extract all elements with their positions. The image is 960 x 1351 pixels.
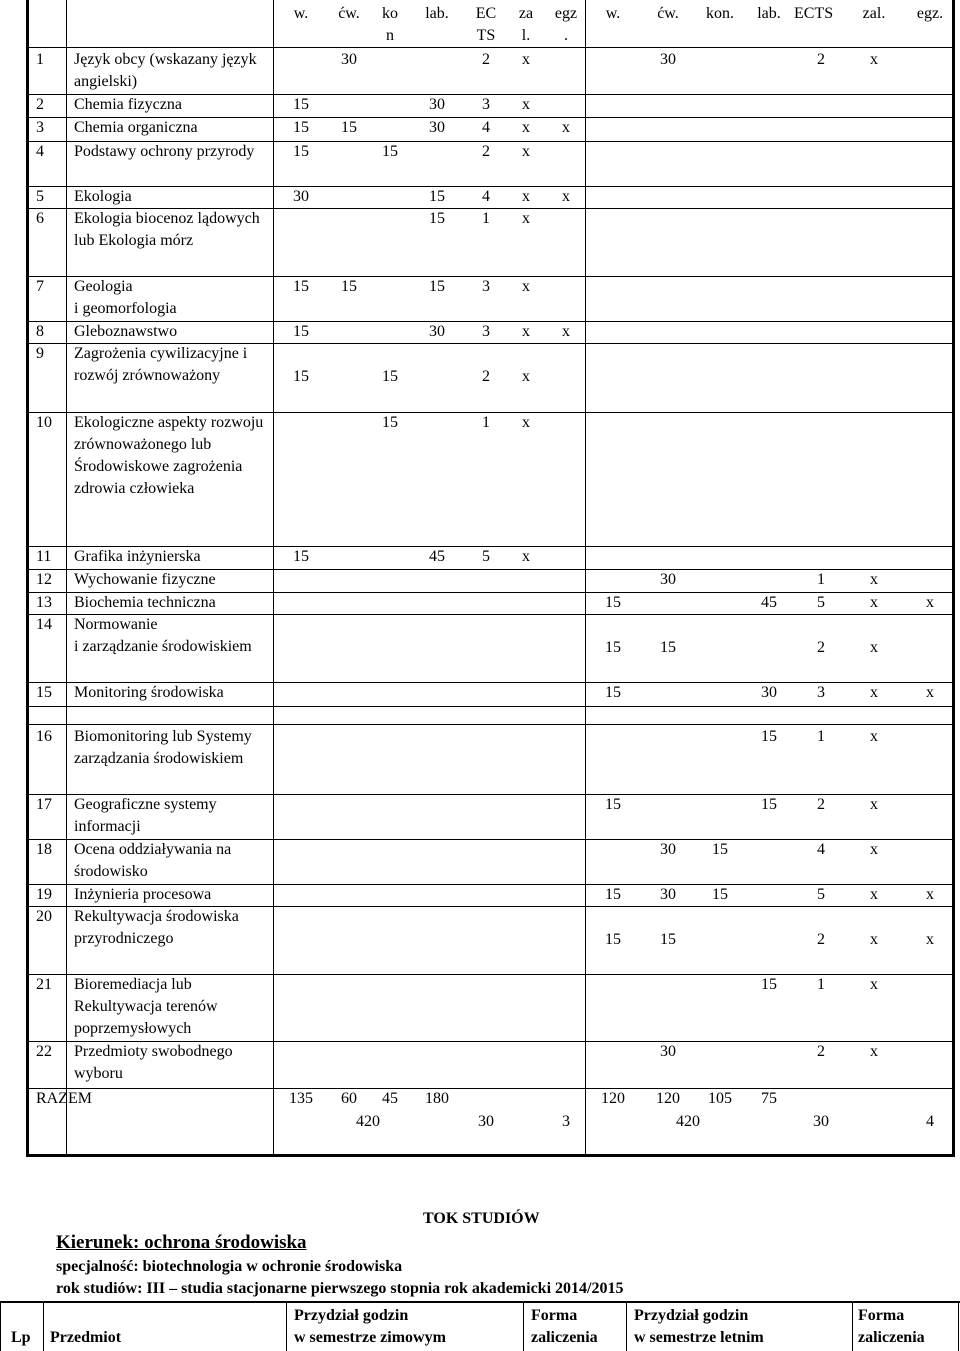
header-winter-cell: ko n xyxy=(382,5,398,44)
summer-value: 15 xyxy=(660,931,676,948)
row-line xyxy=(26,706,955,707)
summer-value: x xyxy=(926,931,934,948)
winter-value: 15 xyxy=(382,368,398,385)
subject-name: Język obcy (wskazany język angielski) xyxy=(74,51,257,90)
subject-name: Inżynieria procesowa xyxy=(74,886,212,903)
summer-value: 15 xyxy=(605,639,621,656)
row-number: 19 xyxy=(36,886,52,903)
row-number: 17 xyxy=(36,796,52,813)
row-line xyxy=(26,724,955,725)
summer-value: x xyxy=(870,684,878,701)
subject-name: Ekologia biocenoz lądowych lub Ekologia mórz xyxy=(74,210,260,249)
subject-name: Normowanie i zarządzanie środowiskiem xyxy=(74,616,252,655)
specialization: specjalność: biotechnologia w ochronie środowiska xyxy=(56,1258,403,1275)
col-winter-l2: w semestrze zimowym xyxy=(294,1329,446,1346)
summer-value: x xyxy=(870,976,878,993)
header-winter-cell: egz . xyxy=(554,5,578,44)
row-number: 2 xyxy=(36,96,44,113)
next-header-divider xyxy=(286,1301,287,1351)
summer-value: 30 xyxy=(660,886,676,903)
header-summer-cell: kon. xyxy=(706,5,734,22)
summer-value: 15 xyxy=(605,886,621,903)
col-summer-l2: w semestrze letnim xyxy=(634,1329,764,1346)
row-number: 6 xyxy=(36,210,44,227)
summer-value: 15 xyxy=(605,796,621,813)
razem-summer-lecture: 120 xyxy=(601,1090,625,1107)
col-form2-l2: zaliczenia xyxy=(858,1329,925,1346)
row-number: 15 xyxy=(36,684,52,701)
subject-name: Biochemia techniczna xyxy=(74,594,216,611)
next-header-top-line xyxy=(0,1301,960,1303)
header-line xyxy=(26,47,955,48)
row-number: 7 xyxy=(36,278,44,295)
winter-value: 15 xyxy=(293,323,309,340)
summer-value: 15 xyxy=(605,931,621,948)
subject-name: Geologia i geomorfologia xyxy=(74,278,177,317)
winter-value: 1 xyxy=(482,210,490,227)
subject-name: Podstawy ochrony przyrody xyxy=(74,143,255,160)
summer-value: 1 xyxy=(817,571,825,588)
table-frame-bottom xyxy=(26,1154,955,1157)
winter-value: x xyxy=(522,96,530,113)
summer-value: 15 xyxy=(660,639,676,656)
winter-value: 5 xyxy=(482,548,490,565)
row-number: 20 xyxy=(36,908,52,925)
subject-name: Chemia organiczna xyxy=(74,119,198,136)
winter-value: 15 xyxy=(293,96,309,113)
summer-value: 15 xyxy=(761,796,777,813)
razem-label: RAZEM xyxy=(36,1090,92,1107)
summer-value: x xyxy=(870,594,878,611)
razem-winter-conv: 45 xyxy=(382,1090,398,1107)
summer-value: x xyxy=(870,639,878,656)
header-summer-cell: lab. xyxy=(757,5,781,22)
summer-value: 45 xyxy=(761,594,777,611)
winter-value: x xyxy=(522,188,530,205)
winter-value: 30 xyxy=(341,51,357,68)
winter-value: 15 xyxy=(293,548,309,565)
winter-value: x xyxy=(522,51,530,68)
summer-value: 2 xyxy=(817,796,825,813)
subject-name: Grafika inżynierska xyxy=(74,548,201,565)
summer-value: 1 xyxy=(817,976,825,993)
winter-value: 15 xyxy=(341,278,357,295)
header-summer-cell: w. xyxy=(605,5,621,22)
winter-value: x xyxy=(562,119,570,136)
subject-name: Ocena oddziaływania na środowisko xyxy=(74,841,232,880)
subject-name: Przedmioty swobodnego wyboru xyxy=(74,1043,233,1082)
razem-winter-lecture: 135 xyxy=(289,1090,313,1107)
field-of-study: Kierunek: ochrona środowiska xyxy=(56,1232,307,1253)
subject-name: Bioremediacja lub Rekultywacja terenów poprzemysłowych xyxy=(74,976,218,1037)
winter-value: 45 xyxy=(429,548,445,565)
summer-value: 1 xyxy=(817,728,825,745)
subject-name: Geograficzne systemy informacji xyxy=(74,796,217,835)
razem-winter-exams: 3 xyxy=(562,1113,570,1130)
winter-value: 2 xyxy=(482,143,490,160)
winter-value: 15 xyxy=(341,119,357,136)
winter-value: 15 xyxy=(382,414,398,431)
row-number: 10 xyxy=(36,414,52,431)
winter-value: 2 xyxy=(482,51,490,68)
row-number: 1 xyxy=(36,51,44,68)
summer-value: x xyxy=(926,594,934,611)
summer-value: x xyxy=(870,51,878,68)
column-line xyxy=(952,0,953,1154)
row-number: 5 xyxy=(36,188,44,205)
summer-value: 15 xyxy=(761,976,777,993)
row-number: 3 xyxy=(36,119,44,136)
row-number: 9 xyxy=(36,345,44,362)
subject-name: Ekologia xyxy=(74,188,132,205)
winter-value: x xyxy=(562,323,570,340)
winter-value: 1 xyxy=(482,414,490,431)
header-summer-cell: ECTS xyxy=(794,5,834,22)
summer-value: 15 xyxy=(761,728,777,745)
summer-value: x xyxy=(926,684,934,701)
subject-name: Zagrożenia cywilizacyjne i rozwój zrównoważony xyxy=(74,345,248,384)
row-line xyxy=(26,1088,955,1089)
winter-value: 15 xyxy=(293,143,309,160)
summer-value: 15 xyxy=(712,886,728,903)
summer-value: x xyxy=(870,931,878,948)
razem-summer-ects: 30 xyxy=(813,1113,829,1130)
tok-title: TOK STUDIÓW xyxy=(423,1210,540,1227)
winter-value: x xyxy=(522,143,530,160)
winter-value: 15 xyxy=(293,278,309,295)
razem-winter-ects: 30 xyxy=(478,1113,494,1130)
summer-value: 15 xyxy=(605,594,621,611)
winter-value: 15 xyxy=(429,210,445,227)
col-winter-l1: Przydział godzin xyxy=(294,1307,409,1324)
col-summer-l1: Przydział godzin xyxy=(634,1307,749,1324)
study-year: rok studiów: III – studia stacjonarne pierwszego stopnia rok akademicki 2014/2015 xyxy=(56,1280,624,1297)
winter-value: 2 xyxy=(482,368,490,385)
subject-name: Wychowanie fizyczne xyxy=(74,571,216,588)
summer-value: 15 xyxy=(605,684,621,701)
next-header-divider xyxy=(852,1301,853,1351)
summer-value: 4 xyxy=(817,841,825,858)
winter-value: x xyxy=(522,414,530,431)
col-form1-l1: Forma xyxy=(531,1307,578,1324)
subject-name: Chemia fizyczna xyxy=(74,96,182,113)
next-header-divider xyxy=(626,1301,627,1351)
row-number: 14 xyxy=(36,616,52,633)
row-number: 13 xyxy=(36,594,52,611)
subject-name: Biomonitoring lub Systemy zarządzania środowiskiem xyxy=(74,728,252,767)
summer-value: 30 xyxy=(660,51,676,68)
row-number: 12 xyxy=(36,571,52,588)
razem-summer-conv: 105 xyxy=(708,1090,732,1107)
winter-value: x xyxy=(562,188,570,205)
header-summer-cell: egz. xyxy=(916,5,944,22)
next-header-divider xyxy=(43,1301,44,1351)
header-winter-cell: ćw. xyxy=(338,5,360,22)
subject-name: Ekologiczne aspekty rozwoju zrównoważonego lub Środowiskowe zagrożenia zdrowia człowieka xyxy=(74,414,264,497)
winter-value: 15 xyxy=(382,143,398,160)
header-winter-cell: za l. xyxy=(518,5,534,44)
razem-summer-exams: 4 xyxy=(926,1113,934,1130)
winter-value: 30 xyxy=(429,119,445,136)
summer-value: 30 xyxy=(660,1043,676,1060)
summer-value: x xyxy=(870,841,878,858)
column-line xyxy=(66,0,67,1154)
winter-value: 4 xyxy=(482,188,490,205)
header-winter-cell: EC TS xyxy=(475,5,497,44)
winter-value: x xyxy=(522,119,530,136)
col-lp: Lp xyxy=(11,1329,31,1346)
row-number: 18 xyxy=(36,841,52,858)
summer-value: 5 xyxy=(817,594,825,611)
winter-value: 15 xyxy=(293,368,309,385)
summer-value: 2 xyxy=(817,1043,825,1060)
winter-value: 30 xyxy=(293,188,309,205)
subject-name: Gleboznawstwo xyxy=(74,323,178,340)
summer-value: x xyxy=(870,571,878,588)
summer-value: 30 xyxy=(660,841,676,858)
winter-value: 3 xyxy=(482,278,490,295)
row-number: 21 xyxy=(36,976,52,993)
summer-value: 2 xyxy=(817,931,825,948)
summer-value: 3 xyxy=(817,684,825,701)
summer-value: 30 xyxy=(660,571,676,588)
header-winter-cell: lab. xyxy=(425,5,449,22)
row-number: 22 xyxy=(36,1043,52,1060)
next-header-divider xyxy=(0,1301,1,1351)
winter-value: x xyxy=(522,323,530,340)
header-summer-cell: zal. xyxy=(862,5,886,22)
subject-name: Monitoring środowiska xyxy=(74,684,224,701)
razem-summer-total: 420 xyxy=(676,1113,700,1130)
col-form1-l2: zaliczenia xyxy=(531,1329,598,1346)
summer-value: x xyxy=(926,886,934,903)
summer-value: 30 xyxy=(761,684,777,701)
header-summer-cell: ćw. xyxy=(657,5,679,22)
summer-value: 5 xyxy=(817,886,825,903)
winter-value: 15 xyxy=(293,119,309,136)
winter-value: x xyxy=(522,210,530,227)
summer-value: x xyxy=(870,796,878,813)
header-winter-cell: w. xyxy=(293,5,309,22)
col-form2-l1: Forma xyxy=(858,1307,905,1324)
winter-value: 3 xyxy=(482,323,490,340)
razem-summer-lab: 75 xyxy=(761,1090,777,1107)
winter-value: x xyxy=(522,278,530,295)
winter-value: 30 xyxy=(429,96,445,113)
winter-value: x xyxy=(522,368,530,385)
row-number: 4 xyxy=(36,143,44,160)
summer-value: x xyxy=(870,1043,878,1060)
winter-value: 30 xyxy=(429,323,445,340)
column-line xyxy=(585,0,586,1154)
subject-name: Rekultywacja środowiska przyrodniczego xyxy=(74,908,239,947)
razem-winter-total: 420 xyxy=(356,1113,380,1130)
summer-value: 2 xyxy=(817,51,825,68)
row-number: 11 xyxy=(36,548,52,565)
winter-value: 3 xyxy=(482,96,490,113)
winter-value: 15 xyxy=(429,188,445,205)
row-number: 8 xyxy=(36,323,44,340)
row-number: 16 xyxy=(36,728,52,745)
razem-summer-exercise: 120 xyxy=(656,1090,680,1107)
razem-winter-exercise: 60 xyxy=(341,1090,357,1107)
summer-value: 15 xyxy=(712,841,728,858)
next-header-divider xyxy=(523,1301,524,1351)
next-header-divider xyxy=(958,1301,959,1351)
razem-winter-lab: 180 xyxy=(425,1090,449,1107)
summer-value: 2 xyxy=(817,639,825,656)
summer-value: x xyxy=(870,728,878,745)
table-frame-left xyxy=(26,0,29,1157)
winter-value: 15 xyxy=(429,278,445,295)
col-subject: Przedmiot xyxy=(50,1329,122,1346)
summer-value: x xyxy=(870,886,878,903)
winter-value: x xyxy=(522,548,530,565)
winter-value: 4 xyxy=(482,119,490,136)
